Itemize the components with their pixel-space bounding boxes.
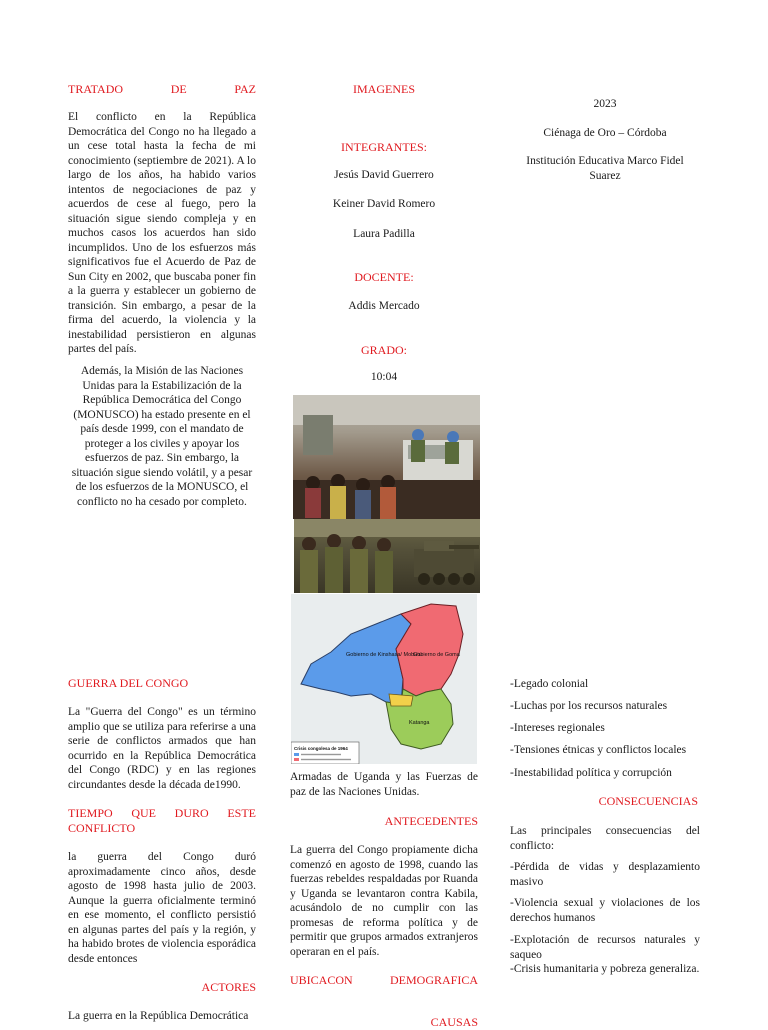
integrantes-heading: INTEGRANTES: [341,140,427,154]
congo-crisis-map [291,594,477,764]
imagenes-heading: IMAGENES [353,82,415,96]
integrante-3: Laura Padilla [353,228,415,240]
consecuencias-heading: CONSECUENCIAS [598,794,698,808]
ubicacion-heading [290,973,478,988]
map-label-west: Gobierno de Kinshasa/ Mobutu [346,652,422,658]
year: 2023 [593,98,617,110]
cause-item: -Legado colonial [510,678,589,690]
tiempo-paragraph: la guerra del Congo duró aproximadamente cinco años, desde agosto de 1998 hasta julio de 2003. Aunque la guerra oficialmente terminó en ese momento, el conflicto persistió en algunas partes del país y la región, y ha habido brotes de violencia esporádica desde entonces [68,851,256,965]
tratado-paragraph-2: Además, la Misión de las Naciones Unidas para la Estabilización de la República Democrática del Congo (MONUSCO) ha estado presente en el país desde 1999, con el mandato de proteger a los civiles y apoyar los esfuerzos de paz. Sin embargo, la situación sigue siendo volátil, y a pesar de los esfuerzos de la MONUSCO, el conflicto no ha cesado por completo. [71,365,253,508]
grado-heading: GRADO: [360,343,407,357]
consequence-item: -Explotación de recursos naturales y saqueo [510,934,700,961]
cause-item: -Tensiones étnicas y conflictos locales [510,744,687,756]
tratado-heading-word: PAZ [234,82,256,96]
tratado-heading-word: TRATADO [68,82,124,96]
consequence-item: -Pérdida de vidas y desplazamiento masivo [510,861,700,888]
map-legend-title: Crisis congolesa de 1964 [294,746,348,751]
tiempo-heading-line2: CONFLICTO [68,821,136,835]
city: Ciénaga de Oro – Córdoba [543,127,667,139]
tiempo-heading-word: DURO [174,806,209,820]
institution: Institución Educativa Marco Fidel Suarez [526,155,684,182]
map-label-east: Gobierno de Goma [413,652,460,658]
guerra-heading: GUERRA DEL CONGO [68,676,189,690]
tratado-paragraph-1: El conflicto en la República Democrática del Congo no ha llegado a un cese total hasta la fecha de mi conocimiento (septiembre de 2021). A lo largo de los años, ha habido varios intentos de negociaciones de paz y acuerdos de cese al fuego, pero la situación sigue siendo compleja y en muchos casos los acuerdos han sido incumplidos. Uno de los esfuerzos más significativos fue el Acuerdo de Paz de Sun City en 2002, que buscaba poner fin a la guerra y establecer un gobierno de transición. Sin embargo, a pesar de la firma del acuerdo, la violencia y la inestabilidad persistieron en algunas partes del país. [68,111,256,355]
ubicacion-heading-word: UBICACON [290,973,353,987]
tiempo-heading-word: TIEMPO [68,806,113,820]
integrante-1: Jesús David Guerrero [334,169,434,181]
actores-continuation: Armadas de Uganda y las Fuerzas de paz de las Naciones Unidas. [290,771,478,798]
map-label-south: Katanga [409,720,430,726]
antecedentes-paragraph: La guerra del Congo propiamente dicha comenzó en agosto de 1998, cuando las fuerzas rebeldes respaldadas por Ruanda y Uganda se levantaron contra Kabila, acusándolo de no cumplir con las promesas de reforma política y de permitir que grupos armados extranjeros operaran en el país. [290,844,478,958]
consequence-item: -Crisis humanitaria y pobreza generaliza. [510,963,700,975]
grado-value: 10:04 [370,371,398,383]
docente-name: Addis Mercado [348,300,420,312]
soldiers-tanks-photo [294,519,480,593]
actores-paragraph: La guerra en la República Democrática [68,1010,249,1022]
tiempo-heading [68,806,256,821]
tratado-heading-word: DE [170,82,187,96]
docente-heading: DOCENTE: [354,270,414,284]
soldiers-crowd-photo [293,395,480,519]
causas-heading: CAUSAS [430,1015,478,1029]
ubicacion-heading-word: DEMOGRAFICA [389,973,478,987]
cause-item: -Luchas por los recursos naturales [510,700,668,712]
tiempo-heading-word: QUE [131,806,156,820]
antecedentes-heading: ANTECEDENTES [384,814,478,828]
tiempo-heading-word: ESTE [227,806,256,820]
cause-item: -Inestabilidad política y corrupción [510,767,672,779]
integrante-2: Keiner David Romero [332,198,436,210]
consequence-item: -Violencia sexual y violaciones de los derechos humanos [510,897,700,924]
consecuencias-intro: Las principales consecuencias del conflicto: [510,825,700,852]
actores-heading: ACTORES [201,980,256,994]
tratado-heading [68,82,256,97]
guerra-paragraph: La "Guerra del Congo" es un término amplio que se utiliza para referirse a una serie de conflictos armados que han ocurrido en la República Democrática del Congo (RDC) y en las regiones circundantes desde la década de1990. [68,706,256,791]
cause-item: -Intereses regionales [510,722,605,734]
